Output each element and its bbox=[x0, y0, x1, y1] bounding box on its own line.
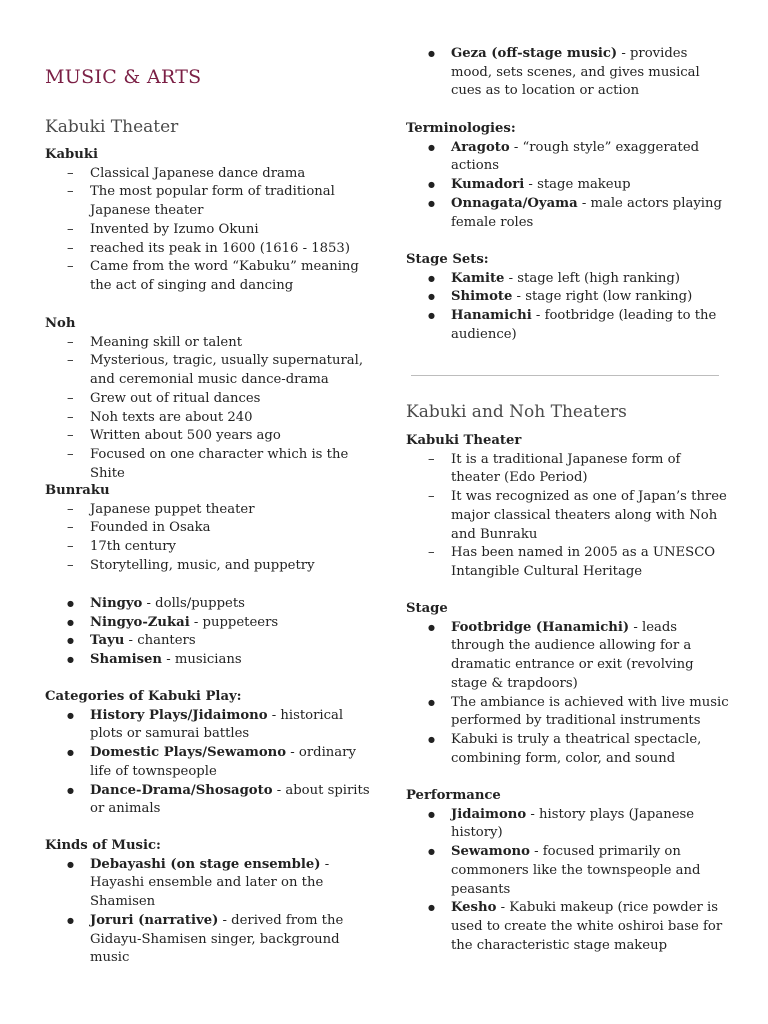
term: Jidaimono bbox=[451, 806, 527, 822]
term: Dance-Drama/Shosagoto bbox=[90, 782, 273, 798]
list-item bbox=[406, 139, 730, 176]
list-item bbox=[406, 176, 730, 195]
description: - stage right (low ranking) bbox=[512, 289, 693, 305]
description: - focused primarily on commoners like the townspeople and peasants bbox=[451, 844, 701, 897]
list-item: – Classical Japanese dance drama bbox=[45, 165, 375, 184]
list-item bbox=[45, 595, 375, 614]
description: - derived from the Gidayu-Shamisen singer, background music bbox=[90, 912, 344, 966]
list-item bbox=[406, 45, 730, 101]
music-section bbox=[45, 837, 375, 968]
description: - ordinary life of townspeople bbox=[90, 745, 356, 779]
list-item: – Focused on one character which is the Shite bbox=[45, 446, 375, 483]
music-list bbox=[45, 856, 375, 968]
terminologies-list bbox=[406, 139, 730, 233]
kabuki-theater-label: Kabuki Theater bbox=[406, 433, 522, 448]
performance-list bbox=[406, 806, 730, 956]
description: - male actors playing female roles bbox=[451, 195, 722, 230]
term: Debayashi (on stage ensemble) bbox=[90, 856, 321, 872]
list-item bbox=[406, 899, 730, 955]
list-item: – Storytelling, music, and puppetry bbox=[45, 557, 375, 576]
term: Joruri (narrative) bbox=[90, 912, 219, 928]
performance-section bbox=[406, 787, 730, 955]
term: Ningyo bbox=[90, 596, 143, 611]
term: Tayu bbox=[90, 633, 125, 649]
noh-section bbox=[45, 315, 375, 483]
list-item bbox=[406, 288, 730, 307]
music-continued-section bbox=[406, 45, 730, 101]
terminologies-section bbox=[406, 120, 730, 232]
list-item: – reached its peak in 1600 (1616 - 1853) bbox=[45, 240, 375, 259]
list-item: – Invented by Izumo Okuni bbox=[45, 221, 375, 240]
stage-sets-label: Stage Sets: bbox=[406, 252, 489, 267]
noh-list bbox=[45, 334, 375, 484]
kabuki-list bbox=[45, 165, 375, 296]
list-item: – Has been named in 2005 as a UNESCO Intangible Cultural Heritage bbox=[406, 544, 730, 581]
kabuki-theater-list bbox=[406, 451, 730, 582]
term: Kumadori bbox=[451, 177, 525, 193]
categories-label: Categories of Kabuki Play: bbox=[45, 689, 242, 704]
term: Aragoto bbox=[451, 139, 510, 155]
kabuki-theater-section bbox=[406, 432, 730, 582]
description: - stage makeup bbox=[524, 177, 631, 193]
list-item: – Came from the word “Kabuku” meaning the act of singing and dancing bbox=[45, 258, 375, 295]
description: - history plays (Japanese history) bbox=[451, 806, 695, 841]
kabuki-section bbox=[45, 146, 375, 296]
term: Sewamono bbox=[451, 844, 530, 860]
section-divider bbox=[411, 375, 719, 376]
bunraku-list bbox=[45, 501, 375, 576]
description: - footbridge (leading to the audience) bbox=[451, 308, 717, 342]
term: Onnagata/Oyama bbox=[451, 195, 578, 211]
stage-sets-list bbox=[406, 270, 730, 345]
list-item bbox=[406, 731, 730, 768]
term: Ningyo-Zukai bbox=[90, 614, 190, 630]
music-label: Kinds of Music: bbox=[45, 838, 161, 853]
term: Kamite bbox=[451, 270, 505, 286]
list-item bbox=[45, 651, 375, 670]
list-item bbox=[45, 856, 375, 912]
performance-label: Performance bbox=[406, 788, 501, 803]
description: - historical plots or samurai battles bbox=[90, 707, 344, 742]
list-item: – It was recognized as one of Japan’s three major classical theaters along with Noh and Bunraku bbox=[406, 488, 730, 544]
bunraku-section bbox=[45, 482, 375, 576]
description: - puppeteers bbox=[189, 614, 279, 630]
description: The ambiance is achieved with live music performed by traditional instruments bbox=[451, 694, 729, 729]
kabuki-label: Kabuki bbox=[45, 147, 98, 162]
description: - Kabuki makeup (rice powder is used to create the white oshiroi base for the characteristic stage makeup bbox=[451, 900, 723, 953]
description: - leads through the audience allowing for a dramatic entrance or exit (revolving stage & trapdoors) bbox=[451, 619, 694, 691]
list-item bbox=[45, 782, 375, 819]
puppet-terms-list bbox=[45, 595, 375, 670]
list-item bbox=[45, 632, 375, 651]
music-continued-list bbox=[406, 45, 730, 101]
kabuki-noh-heading: Kabuki and Noh Theaters bbox=[406, 402, 627, 422]
description: - about spirits or animals bbox=[90, 782, 370, 817]
term: Hanamichi bbox=[451, 308, 532, 324]
list-item bbox=[45, 707, 375, 744]
description: - “rough style” exaggerated actions bbox=[451, 139, 700, 174]
kabuki-theater-heading: Kabuki Theater bbox=[45, 117, 179, 137]
list-item bbox=[406, 195, 730, 232]
term: Domestic Plays/Sewamono bbox=[90, 745, 287, 761]
list-item: – Founded in Osaka bbox=[45, 519, 375, 538]
list-item bbox=[406, 694, 730, 731]
list-item bbox=[406, 806, 730, 843]
list-item bbox=[45, 744, 375, 781]
list-item: – Written about 500 years ago bbox=[45, 427, 375, 446]
description: - chanters bbox=[124, 633, 196, 649]
list-item: – 17th century bbox=[45, 538, 375, 557]
list-item: – Meaning skill or talent bbox=[45, 334, 375, 353]
list-item bbox=[406, 619, 730, 694]
description: Kabuki is truly a theatrical spectacle, combining form, color, and sound bbox=[451, 731, 702, 766]
list-item bbox=[406, 270, 730, 289]
list-item: – Noh texts are about 240 bbox=[45, 409, 375, 428]
list-item: – Grew out of ritual dances bbox=[45, 390, 375, 409]
description: - provides mood, sets scenes, and gives musical cues as to location or action bbox=[451, 46, 700, 99]
stage-label: Stage bbox=[406, 601, 448, 616]
term: Footbridge (Hanamichi) bbox=[451, 619, 630, 635]
term: History Plays/Jidaimono bbox=[90, 707, 268, 723]
description: - stage left (high ranking) bbox=[504, 270, 680, 286]
categories-section bbox=[45, 688, 375, 819]
list-item: – The most popular form of traditional Japanese theater bbox=[45, 183, 375, 220]
term: Kesho bbox=[451, 900, 497, 916]
bunraku-label: Bunraku bbox=[45, 483, 110, 498]
term: Shamisen bbox=[90, 652, 163, 668]
description: - Hayashi ensemble and later on the Shamisen bbox=[90, 856, 330, 910]
puppet-terms-section bbox=[45, 595, 375, 670]
list-item: – Mysterious, tragic, usually supernatural, and ceremonial music dance-drama bbox=[45, 352, 375, 389]
description: - musicians bbox=[162, 652, 242, 668]
term: Geza (off-stage music) bbox=[451, 46, 618, 61]
stage-sets-section bbox=[406, 251, 730, 345]
list-item bbox=[406, 307, 730, 344]
list-item: – It is a traditional Japanese form of theater (Edo Period) bbox=[406, 451, 730, 488]
description: - dolls/puppets bbox=[142, 596, 245, 611]
term: Shimote bbox=[451, 289, 513, 305]
list-item bbox=[45, 912, 375, 968]
categories-list bbox=[45, 707, 375, 819]
stage-section bbox=[406, 600, 730, 768]
document-title: MUSIC & ARTS bbox=[45, 66, 202, 88]
list-item bbox=[406, 843, 730, 899]
list-item: – Japanese puppet theater bbox=[45, 501, 375, 520]
list-item bbox=[45, 614, 375, 633]
stage-list bbox=[406, 619, 730, 769]
noh-label: Noh bbox=[45, 316, 76, 331]
terminologies-label: Terminologies: bbox=[406, 121, 516, 136]
